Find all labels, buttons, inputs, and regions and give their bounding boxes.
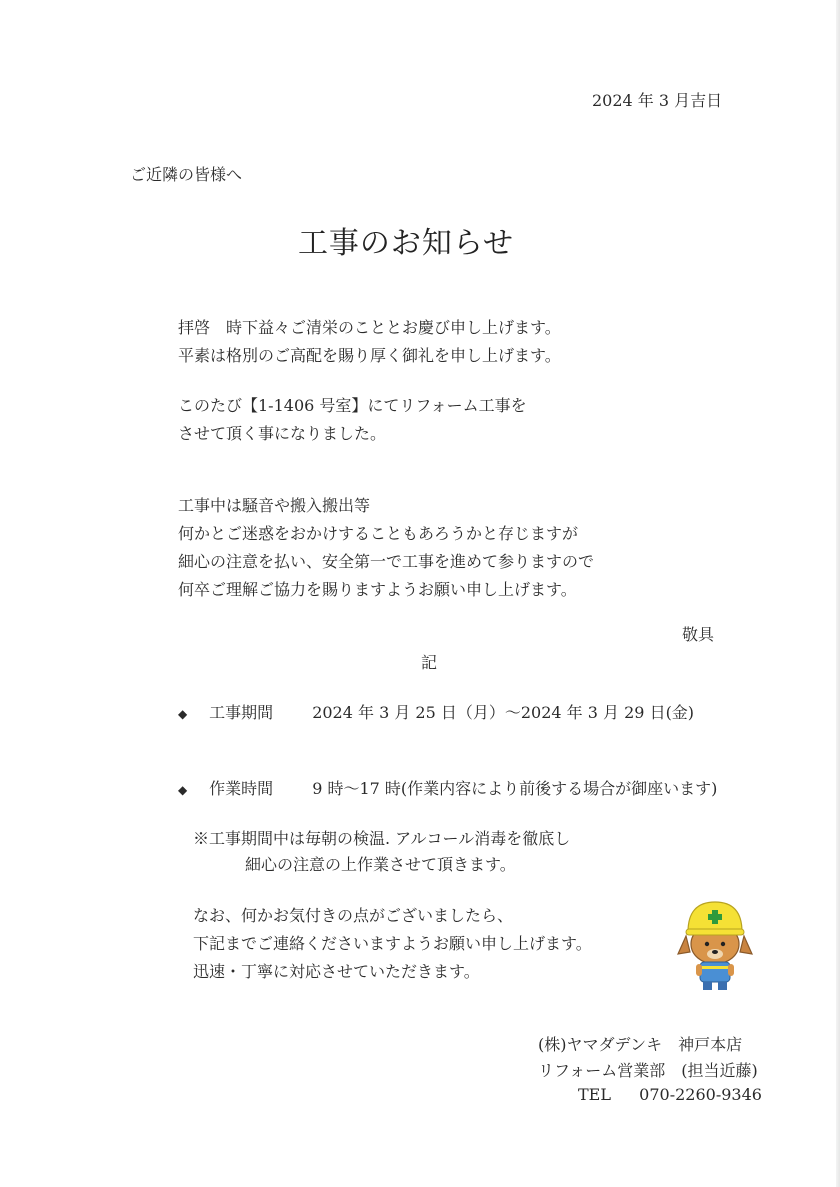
hours-value: 9 時～17 時(作業内容により前後する場合が御座います) (312, 779, 718, 798)
remark-line: ※工事期間中は毎朝の検温. アルコール消毒を徹底し (193, 829, 571, 848)
diamond-bullet-icon: ◆ (178, 707, 188, 721)
phone-label: TEL (578, 1085, 611, 1104)
mascot-illustration-icon (676, 896, 754, 994)
intro-line: させて頂く事になりました。 (178, 424, 387, 443)
hours-row (178, 776, 717, 799)
contact-request-line: なお、何かお気付きの点がございましたら、 (193, 906, 514, 925)
notice-line: 工事中は騒音や搬入搬出等 (178, 496, 371, 515)
intro-line: このたび【1-1406 号室】にてリフォーム工事を (178, 396, 527, 415)
notice-block (178, 492, 594, 604)
scan-edge (836, 0, 840, 1187)
diamond-bullet-icon: ◆ (178, 783, 188, 797)
closing-word: 敬具 (682, 625, 715, 644)
issue-date: 2024 年 3 月吉日 (592, 91, 723, 110)
contact-request-block (193, 902, 592, 986)
contact-request-line: 下記までご連絡くださいますようお願い申し上げます。 (193, 934, 592, 953)
company-name: (株)ヤマダデンキ 神戸本店 (538, 1035, 743, 1054)
greeting-line: 拝啓 時下益々ご清栄のこととお慶び申し上げます。 (178, 318, 561, 337)
remark-line: 細心の注意の上作業させて頂きます。 (245, 855, 516, 874)
notice-line: 何卒ご理解ご協力を賜りますようお願い申し上げます。 (178, 580, 577, 599)
contact-request-line: 迅速・丁寧に対応させていただきます。 (193, 962, 480, 981)
phone-line (578, 1085, 762, 1104)
ki-heading: 記 (421, 653, 438, 672)
recipient: ご近隣の皆様へ (130, 165, 243, 184)
page-title: 工事のお知らせ (297, 226, 515, 261)
department-name: リフォーム営業部 (担当近藤) (538, 1061, 758, 1080)
period-row (178, 700, 694, 723)
notice-line: 何かとご迷惑をおかけすることもあろうかと存じますが (178, 524, 579, 543)
hours-label: 作業時間 (209, 779, 274, 798)
intro-block (178, 392, 527, 448)
greeting-block (178, 314, 561, 370)
greeting-line: 平素は格別のご高配を賜り厚く御礼を申し上げます。 (178, 346, 561, 365)
notice-line: 細心の注意を払い、安全第一で工事を進めて参りますので (178, 552, 595, 571)
period-label: 工事期間 (209, 703, 274, 722)
period-value: 2024 年 3 月 25 日（月）～2024 年 3 月 29 日(金) (312, 703, 695, 722)
phone-number: 070-2260-9346 (639, 1085, 762, 1104)
